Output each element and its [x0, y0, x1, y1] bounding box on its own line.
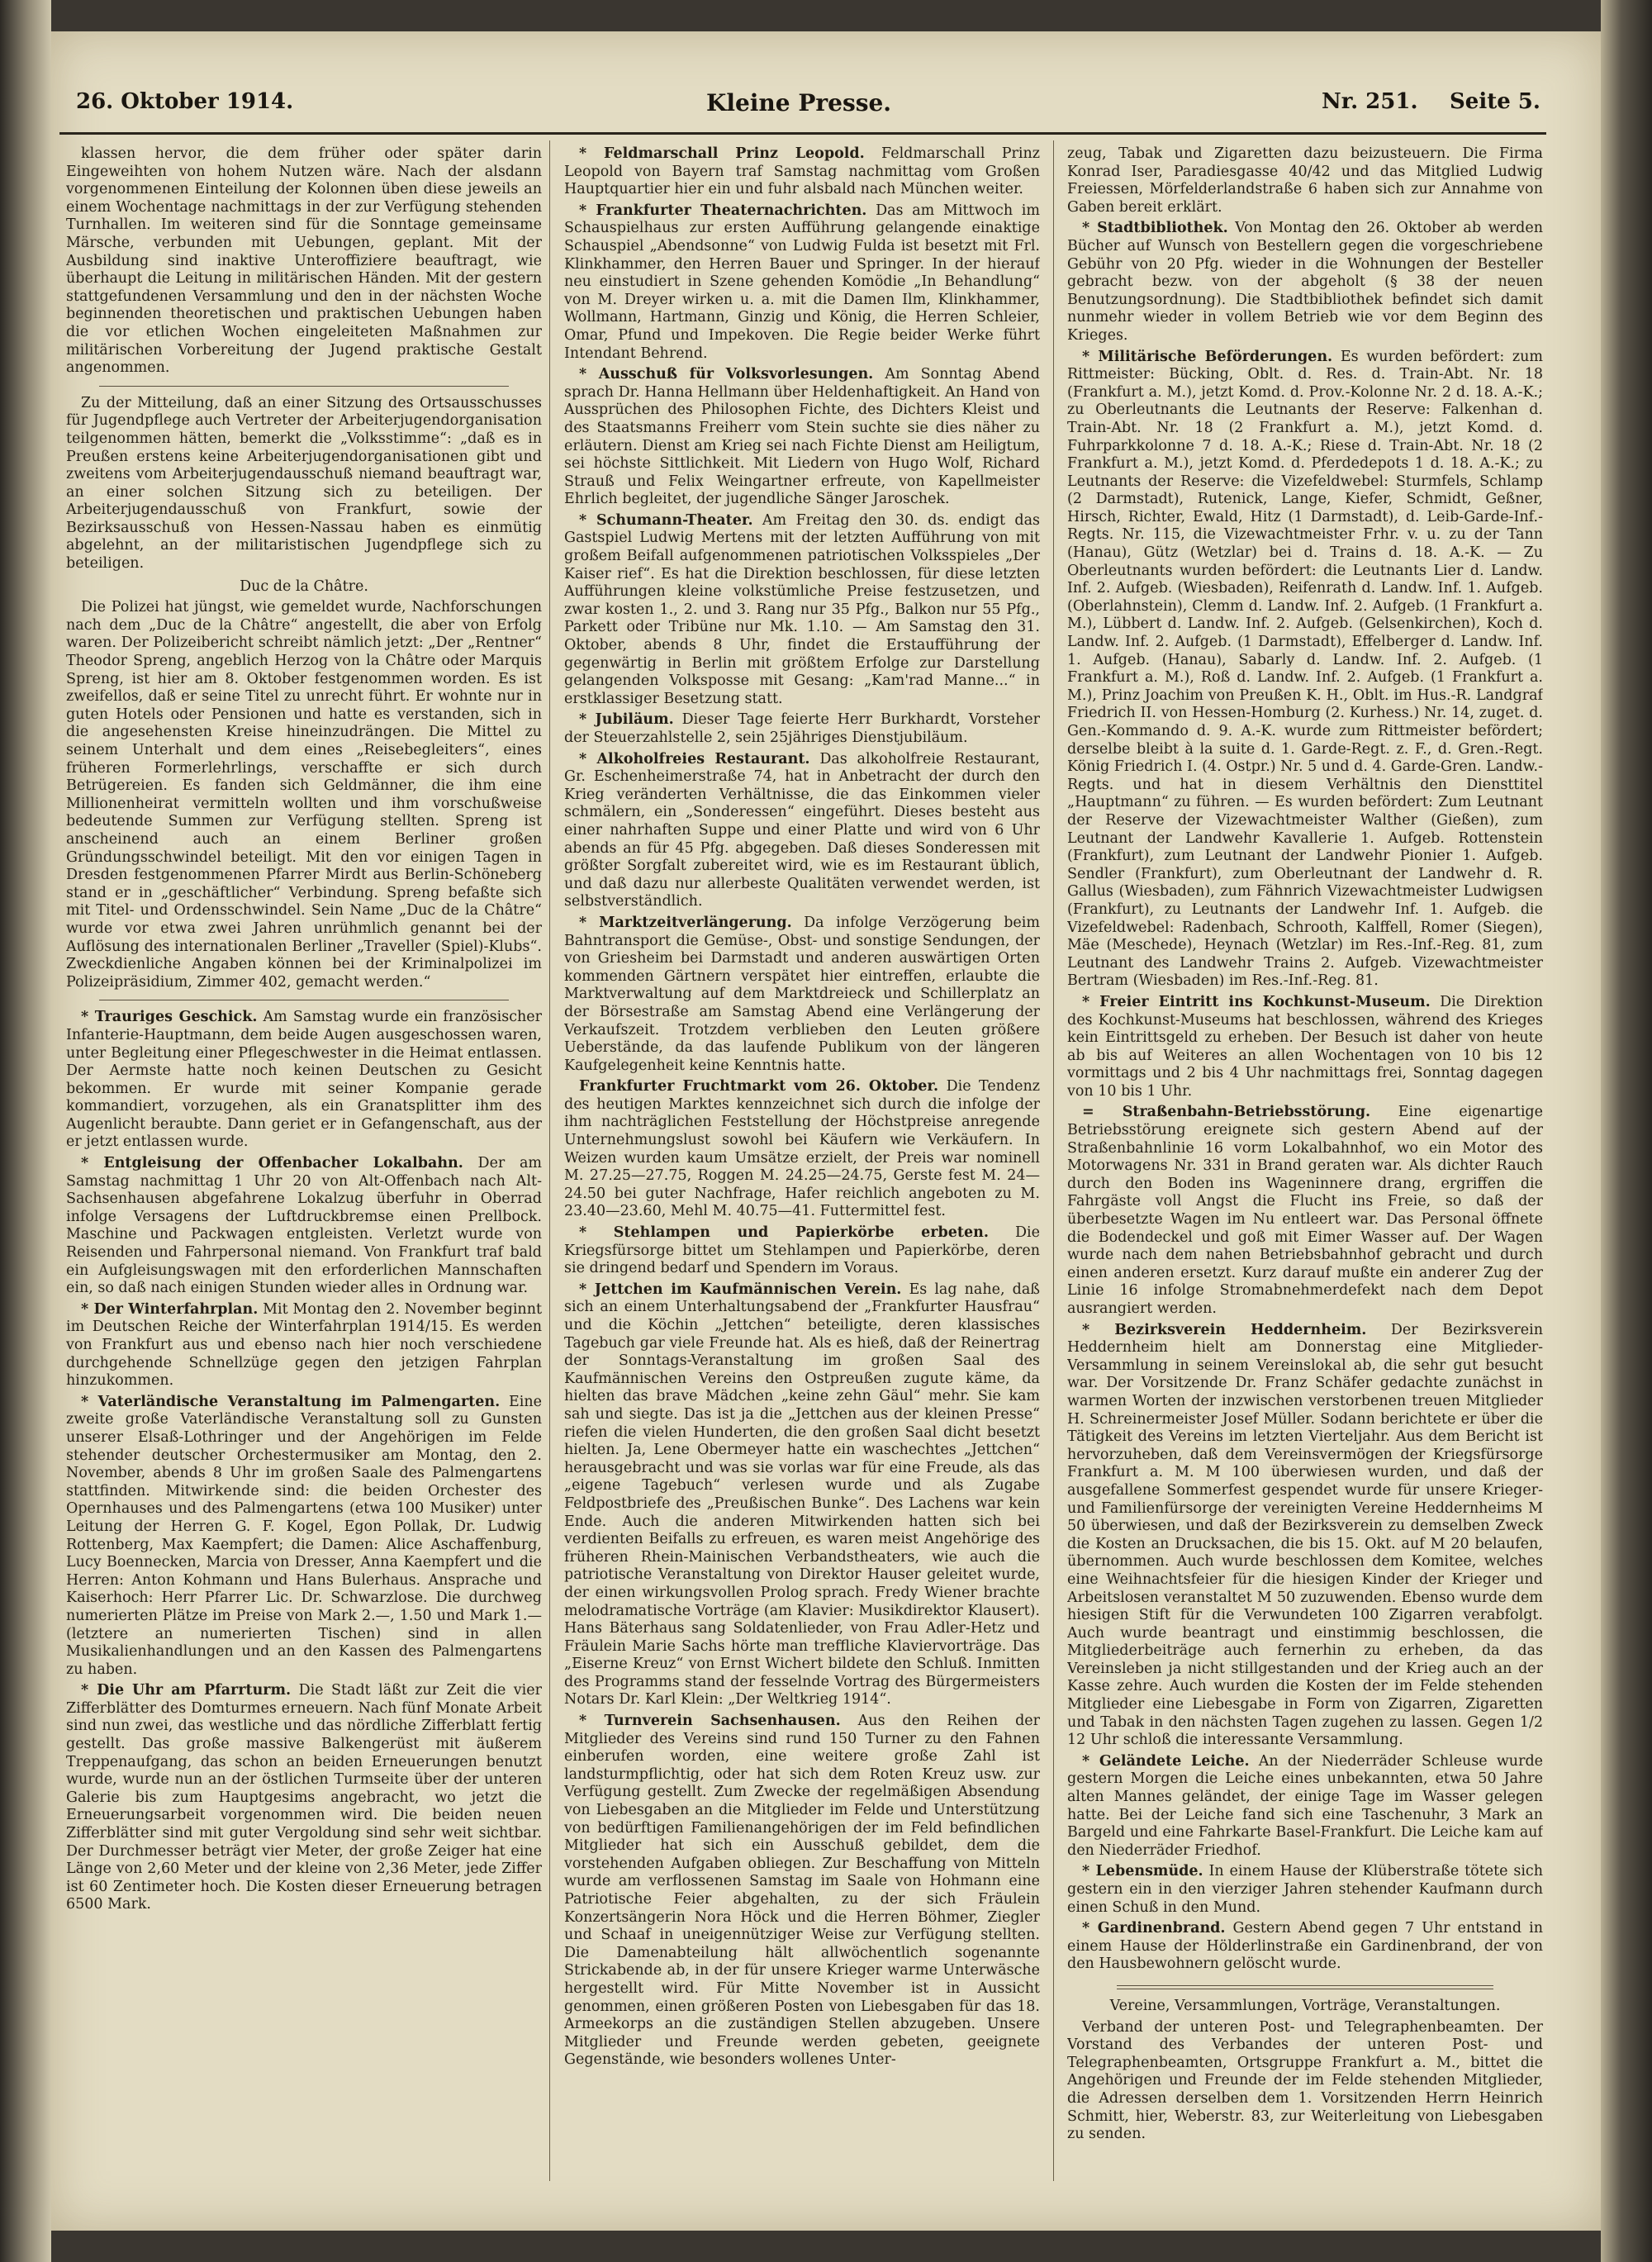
section-rule — [99, 386, 509, 387]
article-text: Am Sonntag Abend sprach Dr. Hanna Hellmann über Heldenhaftigkeit. An Hand von Aussprüchen des Philosophen Fichte, des Dichters Kleist und des Staatsmanns Freiherr vom Stein suchte sie dies näher zu erläutern. Dienst am Krieg sei nach Fichte Dienst am Heiligtum, sei höchste Sittlichkeit. Mit Liedern von Hugo Wolf, Richard Strauß und Felix Weingartner erfreute, von Kapellmeister Ehrlich begleitet, der jugendliche Sänger Jaroschek. — [564, 366, 1040, 508]
article-text: Gestern Abend gegen 7 Uhr entstand in einem Hause der Hölderlinstraße ein Gardinenbrand, der von den Hausbewohnern gelöscht wurde. — [1067, 1920, 1543, 1973]
article-headline: * Stehlampen und Papierkörbe erbeten. — [579, 1224, 989, 1242]
article-text: Zu der Mitteilung, daß an einer Sitzung des Ortsausschusses für Jugendpflege auch Vertreter der Arbeiterjugendorganisation teilgenommen hätten, bemerkt die „Volksstimme“: „daß es in Preußen erstens keine Arbeiterjugendorganisationen gibt und zweitens vom Arbeiterjugendausschuß niemand beauftragt war, an einer solchen Sitzung sich zu beteiligen. Der Arbeiterjugendausschuß von Frankfurt, sowie der Bezirksausschuß von Hessen-Nassau haben es einmütig abgelehnt, an der militaristischen Jugendpflege sich zu beteiligen. — [66, 394, 542, 573]
article-paragraph — [1067, 2019, 1543, 2144]
article-headline: * Stadtbibliothek. — [1082, 220, 1228, 237]
article-paragraph — [1067, 994, 1543, 1101]
column-divider — [549, 140, 550, 2181]
header-date: 26. Oktober 1914. — [76, 89, 294, 114]
article-paragraph — [564, 145, 1040, 199]
section-double-rule — [1117, 1985, 1493, 1989]
article-paragraph — [66, 1009, 542, 1152]
article-paragraph — [564, 1713, 1040, 2070]
article-text: Die Stadt läßt zur Zeit die vier Zifferblätter des Domturmes erneuern. Nach fünf Monate Arbeit sind nun zwei, das westliche und das nördliche Zifferblatt fertig gestellt. Das große massive Balkengerüst mit äußerem Treppenaufgang, das schon an beiden Erneuerungen benutzt wurde, wurde nun an der östlichen Turmseite über der unteren Galerie bis zum Hauptgesims angebracht, wo jetzt die Erneuerungsarbeit vorgenommen wird. Die beiden neuen Zifferblätter sind mit guter Vergoldung sind sehr weit sichtbar. Der Durchmesser beträgt vier Meter, der große Zeiger hat eine Länge von 2,60 Meter und der kleine von 2,36 Meter, jede Ziffer ist 60 Zentimeter hoch. Die Kosten dieser Erneuerung betragen 6500 Mark. — [66, 1682, 542, 1913]
header-page-number: Seite 5. — [1450, 89, 1540, 114]
article-text: Mit Montag den 2. November beginnt im Deutschen Reiche der Winterfahrplan 1914/15. Es werden von Frankfurt aus und ebenso nach hier noch verschiedene durchgehende Schnellzüge gegen den jetzigen Fahrplan hinzukommen. — [66, 1300, 542, 1390]
article-text: Der Bezirksverein Heddernheim hielt am Donnerstag eine Mitglieder-Versammlung in seinem Vereinslokal ab, die sehr gut besucht war. Der Vorsitzende Dr. Franz Schäfer gedachte zunächst in warmen Worten der inzwischen verstorbenen treuen Mitglieder H. Schreinermeister Josef Müller. Sodann berichtete er über die Tätigkeit des Vereins im letzten Vierteljahr. Aus dem Bericht ist hervorzuheben, daß dem Vereinsvermögen der Kriegsfürsorge Frankfurt a. M. M 100 überwiesen wurden, und daß der ausgefallene Sommerfest gespendet wurde für unsere Krieger- und Familienfürsorge der vereinigten Vereine Heddernheims M 50 überwiesen, und daß der Bezirksverein zu demselben Zweck die Kosten an Drucksachen, die bis 15. Okt. auf M 20 belaufen, übernommen. Auch wurde beschlossen dem Komitee, welches eine Weihnachtsfeier für die hiesigen Kinder der Krieger und Arbeitslosen veranstaltet M 50 zuzuwenden. Ebenso wurde dem hiesigen Stift für die Verwundeten 100 Zigarren verabfolgt. Auch wurde beantragt und einstimmig beschlossen, die Mitgliederbeiträge auch fernerhin zu erheben, da das Vereinsleben ja nicht stillgestanden und der Krieg auch an der Kasse zehre. Auch wurden die Kosten der im Felde stehenden Mitglieder eine Liebesgabe in Form von Zigarren, Zigaretten und Tabak in den nächsten Tagen zugehen zu lassen. Gegen 1/2 12 Uhr schloß die interessante Versammlung. — [1067, 1321, 1543, 1749]
article-text: Die Tendenz des heutigen Marktes kennzeichnet sich durch die infolge der ihm nachträglichen Feststellung der Höchstpreise anregende Unternehmungslust sowohl bei Käufern wie Verkäufern. In Weizen wurden kaum Umsätze erzielt, der Preis war nominell M. 27.25—27.75, Roggen M. 24.25—24.75, Gerste fest M. 24—24.50 bei guter Nachfrage, Hafer reichlich angeboten zu M. 23.40—23.60, Mehl M. 40.75—41. Futtermittel fest. — [564, 1078, 1040, 1220]
article-paragraph — [564, 202, 1040, 363]
article-paragraph — [66, 1394, 542, 1680]
article-text: Die Polizei hat jüngst, wie gemeldet wurde, Nachforschungen nach dem „Duc de la Châtre“ angestellt, die aber von Erfolg waren. Der Polizeibericht schreibt nämlich jetzt: „Der „Rentner“ Theodor Spreng, angeblich Herzog von la Châtre oder Marquis Spreng, ist hier am 8. Oktober festgenommen worden. Es ist zweifellos, daß er seine Titel zu unrecht führt. Er wohnte nur in guten Hotels oder Pensionen und hatte es verstanden, sich in die angesehensten Kreise hineinzudrängen. Die Mittel zu seinem Unterhalt und dem eines „Reisebegleiters“, eines früheren Formerlehrlings, verschaffte er sich durch Betrügereien. Es fanden sich Geldmänner, die ihm eine Millionenheirat vermitteln wollten und ihm vorschußweise bedeutende Summen zur Verfügung stellten. Spreng ist anscheinend auch an einem Berliner großen Gründungsschwindel beteiligt. Mit den vor einigen Tagen in Dresden festgenommenen Pfarrer Mirdt aus Berlin-Schöneberg stand er in „geschäftlicher“ Verbindung. Spreng befaßte sich mit Titel- und Ordensschwindel. Sein Name „Duc de la Châtre“ wurde vor etwa zwei Jahren unrühmlich genannt bei der Auflösung des internationalen Berliner „Traveller (Spiel)-Klubs“. Zweckdienliche Angaben können bei der Kriminalpolizei im Polizeipräsidium, Zimmer 402, gemacht werden.“ — [66, 599, 542, 991]
article-headline: * Geländete Leiche. — [1082, 1752, 1250, 1770]
column-2 — [564, 145, 1040, 2178]
column-1 — [66, 145, 542, 2178]
article-text: Das alkoholfreie Restaurant, Gr. Eschenheimerstraße 74, hat in Anbetracht der durch den Krieg veränderten Verhältnisse, die das Einkommen vieler schmälern, ein „Sonderessen“ eingeführt. Dieses besteht aus einer nahrhaften Suppe und einer Platte und wird von 6 Uhr abends an für 45 Pfg. abgegeben. Daß dieses Sonderessen mit größter Sorgfalt zubereitet wird, wie es im Restaurant üblich, und daß dazu nur allerbeste Qualitäten verwendet werden, ist selbstverständlich. — [564, 750, 1040, 910]
article-text: Eine zweite große Vaterländische Veranstaltung soll zu Gunsten unserer Elsaß-Lothringer und der Angehörigen im Felde stehender deutscher Orchestermusiker am Montag, den 2. November, abends 8 Uhr im großen Saale des Palmengartens stattfinden. Mitwirkende sind: die beiden Orchester des Opernhauses und des Palmengartens (etwa 100 Musiker) unter Leitung der Herren G. F. Kogel, Egon Pollak, Dr. Ludwig Rottenberg, Max Kaempfert; die Damen: Alice Aschaffenburg, Lucy Boennecken, Marcia von Dresser, Anna Kaempfert und die Herren: Anton Kohmann und Hans Bulerhaus. Ansprache und Kaiserhoch: Herr Pfarrer Lic. Dr. Schwarzlose. Die durchweg numerierten Plätze im Preise von Mark 2.—, 1.50 und Mark 1.— (letztere an numerierten Tischen) sind in allen Musikalienhandlungen und an den Kassen des Palmengartens zu haben. — [66, 1393, 542, 1678]
column-divider — [1053, 140, 1054, 2181]
article-headline: * Jettchen im Kaufmännischen Verein. — [579, 1281, 902, 1298]
article-paragraph — [66, 1682, 542, 1914]
article-text: In einem Hause der Klüberstraße tötete sich gestern ein in den vierziger Jahren stehender Kaufmann durch einen Schuß in den Mund. — [1067, 1863, 1543, 1916]
article-text: An der Niederräder Schleuse wurde gestern Morgen die Leiche eines unbekannten, etwa 50 Jahre alten Mannes geländet, der einige Tage im Wasser gelegen hatte. Bei der Leiche fand sich eine Taschenuhr, 3 Mark an Bargeld und eine Fahrkarte Basel-Frankfurt. Die Leiche kam auf den Niederräder Friedhof. — [1067, 1752, 1543, 1859]
article-headline: = Straßenbahn-Betriebsstörung. — [1082, 1104, 1371, 1121]
article-headline: * Vaterländische Veranstaltung im Palmengarten. — [81, 1393, 501, 1410]
article-text: Feldmarschall Prinz Leopold von Bayern traf Samstag nachmittag vom Großen Hauptquartier hier ein und fuhr alsbald nach München weiter. — [564, 145, 1040, 198]
article-text: Der am Samstag nachmittag 1 Uhr 20 von Alt-Offenbach nach Alt-Sachsenhausen abgefahrene Lokalzug überfuhr in Oberrad infolge Versagens der Luftdruckbremse einen Prellbock. Maschine und Packwagen entgleisten. Verletzt wurde von Reisenden und Fahrpersonal niemand. Von Frankfurt traf bald ein Aufgleisungswagen mit den erforderlichen Mannschaften ein, so daß nach einigen Stunden wieder alles in Ordnung war. — [66, 1155, 542, 1297]
article-text: Das am Mittwoch im Schauspielhaus zur ersten Aufführung gelangende einaktige Schauspiel „Abendsonne“ von Ludwig Fulda ist besetzt mit Frl. Klinkhammer, den Herren Bauer und Springer. In der hierauf neu einstudiert in Szene gehenden Komödie „In Behandlung“ von M. Dreyer wirken u. a. mit die Damen Ilm, Klinkhammer, Wollmann, Hartmann, Ginzig und König, die Herren Schleier, Omar, Pfund und Impekoven. Die Regie beider Werke führt Intendant Behrend. — [564, 202, 1040, 362]
article-paragraph — [564, 512, 1040, 709]
left-binding-edge — [0, 0, 51, 2262]
article-headline: * Militärische Beförderungen. — [1082, 348, 1333, 365]
header-issue: Nr. 251. — [1322, 89, 1418, 114]
article-paragraph — [1067, 1322, 1543, 1750]
column-3 — [1067, 145, 1543, 2178]
article-paragraph — [564, 751, 1040, 911]
article-paragraph — [66, 145, 542, 378]
article-paragraph — [564, 1078, 1040, 1221]
article-paragraph — [66, 395, 542, 573]
article-text: Die Kriegsfürsorge bittet um Stehlampen und Papierkörbe, deren sie dringend bedarf und Spendern im Voraus. — [564, 1224, 1040, 1277]
article-text: Die Direktion des Kochkunst-Museums hat beschlossen, während des Krieges kein Eintrittsgeld zu erheben. Der Besuch ist daher von heute ab bis auf Weiteres an allen Wochentagen von 10 bis 12 vormittags und 2 bis 4 Uhr nachmittags frei, Sonntag dagegen von 10 bis 1 Uhr. — [1067, 993, 1543, 1100]
header-rule — [59, 132, 1546, 135]
article-headline: * Alkoholfreies Restaurant. — [579, 750, 810, 767]
article-headline: * Ausschuß für Volksvorlesungen. — [579, 366, 874, 383]
article-text: Dieser Tage feierte Herr Burkhardt, Vorsteher der Steuerzahlstelle 2, sein 25jähriges Dienstjubiläum. — [564, 711, 1040, 746]
article-text: Aus den Reihen der Mitglieder des Vereins sind rund 150 Turner zu den Fahnen einberufen worden, eine weitere große Zahl ist landsturmpflichtig, oder hat sich dem Roten Kreuz usw. zur Verfügung gestellt. Zum Zwecke der regelmäßigen Absendung von Liebesgaben an die Mitglieder im Felde und Unterstützung von bedürftigen Familienangehörigen der im Feld befindlichen Mitglieder hat sich ein Ausschuß gebildet, dem die vorstehenden Aufgaben obliegen. Zur Beschaffung von Mitteln wurde am verflossenen Samstag im Saale von Hohmann eine Patriotische Feier abgehalten, zu der sich Fräulein Konzertsängerin Nora Höck und die Herren Böhmer, Ziegler und Schaaf in uneigennütziger Weise zur Verfügung stellten. Die Damenabteilung hält allwöchentlich sogenannte Strickabende ab, in der für unsere Krieger warme Unterwäsche hergestellt wird. Für Mitte November ist in Aussicht genommen, einen größeren Posten von Liebesgaben für das 18. Armeekorps an die zuständigen Stellen abzugeben. Unsere Mitglieder und Freunde werden gebeten, geeignete Gegenstände, wie besonders wollenes Unter- — [564, 1713, 1040, 2069]
article-text: Es lag nahe, daß sich an einem Unterhaltungsabend der „Frankfurter Hausfrau“ und die Köchin „Jettchen“ beteiligte, deren klassisches Tagebuch gar viele Freunde hat. Als es hieß, daß der Reinertrag der Sonntags-Veranstaltung im großen Saal des Kaufmännischen Vereins den Ostpreußen zugute käme, da hielten das brave Mädchen „keine zehn Gäul“ mehr. Sie kam sah und siegte. Das ist ja die „Jettchen aus der kleinen Presse“ riefen die vielen Hunderten, die den großen Saal dicht besetzt hielten. Ja, Lene Obermeyer hatte ein waschechtes „Jettchen“ herausgebracht und was sie vorlas war für eine Freude, als das „eigene Tagebuch“ verlesen wurde und als Zugabe Feldpostbriefe des „Preußischen Bunke“. Des Lachens war kein Ende. Auch die anderen Mitwirkenden hatten sich bei verdienten Beifalls zu erfreuen, es waren meist Angehörige des früheren Rhein-Mainischen Verbandstheaters, wie auch die patriotische Veranstaltung von Direktor Hauser geleitet wurde, der einen wirkungsvollen Prolog sprach. Fredy Wiener brachte melodramatische Vorträge (am Klavier: Musikdirektor Klausert). Hans Bäterhaus sang Soldatenlieder, von Frau Adler-Hetz und Fräulein Marie Sachs hörte man treffliche Klaviervorträge. Das „Eiserne Kreuz“ von Ernst Wichert bildete den Schluß. Inmitten des Programms stand der fesselnde Vortrag des Bürgermeisters Notars Dr. Karl Klein: „Der Weltkrieg 1914“. — [564, 1281, 1040, 1708]
article-paragraph — [1067, 220, 1543, 345]
article-text: Von Montag den 26. Oktober ab werden Bücher auf Wunsch von Bestellern gegen die vorgeschriebene Gebühr von 20 Pfg. wieder in die Wohnungen der Besteller gebracht bezw. von der abgeholt (§ 38 der neuen Benutzungsordnung). Die Stadtbibliothek befindet sich damit nunmehr wieder in vollem Betrieb wie vor dem Beginn des Krieges. — [1067, 220, 1543, 344]
article-text: Am Samstag wurde ein französischer Infanterie-Hauptmann, dem beide Augen ausgeschossen waren, unter Begleitung einer Pflegeschwester in die Heimat entlassen. Der Aermste hatte noch keinen Deutschen zu Gesicht bekommen. Er wurde mit seiner Kompanie gerade kommandiert, vorzugehen, als ein Granatsplitter ihm des Augenlicht beraubte. Dann geriet er in Gefangenschaft, aus der er jetzt entlassen wurde. — [66, 1009, 542, 1151]
header-title: Kleine Presse. — [706, 89, 892, 116]
article-paragraph — [564, 1281, 1040, 1709]
article-headline: * Entgleisung der Offenbacher Lokalbahn. — [81, 1155, 463, 1172]
article-headline: * Gardinenbrand. — [1082, 1920, 1226, 1937]
article-headline: * Schumann-Theater. — [579, 511, 753, 529]
right-page-edge — [1601, 0, 1652, 2262]
article-paragraph — [1067, 145, 1543, 216]
article-paragraph — [564, 366, 1040, 509]
article-text: Es wurden befördert: zum Rittmeister: Bücking, Oblt. d. Res. d. Train-Abt. Nr. 18 (Frankfurt a. M.), jetzt Komd. d. Prov.-Kolonne Nr. 2 d. 18. A.-K.; zu Oberleutnants die Leutnants der Reserve: Falkenhan d. Train-Abt. Nr. 18 (2 Frankfurt a. M.), jetzt Komd. d. Fuhrparkkolonne 7 d. 18. A.-K.; Riese d. Train-Abt. Nr. 18 (2 Frankfurt a. M.), jetzt Komd. d. Pferdedepots 1 d. 18. A.-K.; zu Leutnants der Reserve: die Vizefeldwebel: Sturmfels, Schlamp (2 Darmstadt), Rutenick, Lange, Kiefer, Schmidt, Geßner, Hirsch, Richter, Ewald, Hitz (1 Darmstadt), d. Leib-Garde-Inf.-Regts. Nr. 115, die Vizewachtmeister Frhr. v. u. zu der Tann (Hanau), Gütz (Wetzlar) bei d. Trains d. 18. A.-K. — Zu Oberleutnants wurden befördert: die Leutnants Lier d. Landw. Inf. 2. Aufgeb. (Wiesbaden), Reifenrath d. Landw. Inf. 1. Aufgeb. (Oberlahnstein), Clemm d. Landw. Inf. 2. Aufgeb. (1 Frankfurt a. M.), Lübbert d. Landw. Inf. 2. Aufgeb. (Gelsenkirchen), Koch d. Landw. Inf. 2. Aufgeb. (1 Darmstadt), Effelberger d. Landw. Inf. 1. Aufgeb. (Hanau), Sabarly d. Landw. Inf. 2. Aufgeb. (1 Frankfurt a. M.), Roß d. Landw. Inf. 2. Aufgeb. (1 Frankfurt a. M.), Prinz Joachim von Preußen K. H., Oblt. im Hus.-R. Landgraf Friedrich II. von Hessen-Homburg (2. Kurhess.) Nr. 14, zuget. d. Gen.-Kommando d. 9. A.-K. wurde zum Rittmeister befördert; derselbe bleibt à la suite d. 1. Garde-Regt. z. F., d. Gren.-Regt. König Friedrich I. (4. Ostpr.) Nr. 5 und d. 4. Garde-Gren. Landw.-Regts. und hat in diesem Verhältnis den Diensttitel „Hauptmann“ zu führen. — Es wurden befördert: Zum Leutnant der Reserve der Vizewachtmeister Walther (Gießen), zum Leutnant der Landwehr Kavallerie 1. Aufgeb. Rottenstein (Frankfurt), zum Leutnant der Landwehr Pionier 1. Aufgeb. Sendler (Frankfurt), zum Oberleutnant der Landwehr d. R. Gallus (Wiesbaden), zum Fähnrich Vizewachtmeister Ludwigsen (Frankfurt), zu Leutnants der Landwehr Inf. 1. Aufgeb. die Vizefeldwebel: Radenbach, Schrooth, Kalffell, Romer (Siegen), Mäe (Meschede), Heynach (Wetzlar) im Res.-Inf.-Reg. 81, zum Leutnant des Landwehr Trains 2. Aufgeb. Vizewachtmeister Bertram (Wiesbaden) im Res.-Inf.-Reg. 81. — [1067, 348, 1543, 990]
article-headline: Frankfurter Fruchtmarkt vom 26. Oktober. — [579, 1078, 939, 1095]
article-headline: * Lebensmüde. — [1082, 1863, 1203, 1880]
article-paragraph — [66, 1155, 542, 1298]
article-text: Verband der unteren Post- und Telegraphenbeamten. Der Vorstand des Verbandes der unteren Post- und Telegraphenbeamten, Ortsgruppe Frankfurt a. M., bittet die Angehörigen und Freunde der im Felde stehenden Mitglieder, die Adressen derselben dem 1. Vorsitzenden Herrn Heinrich Schmitt, hier, Weberstr. 83, zur Weiterleitung von Liebesgaben zu senden. — [1067, 2018, 1543, 2143]
article-paragraph — [564, 1224, 1040, 1278]
article-headline: * Frankfurter Theaternachrichten. — [579, 202, 867, 219]
section-title: Vereine, Versammlungen, Vorträge, Veranstaltungen. — [1109, 1997, 1501, 2014]
article-headline: * Der Winterfahrplan. — [81, 1300, 259, 1318]
article-text: Da infolge Verzögerung beim Bahntransport die Gemüse-, Obst- und sonstige Sendungen, der von Griesheim bei Darmstadt und anderen auswärtigen Orten kommenden Gärtnern verspätet hier eintreffen, erlaubte die Marktverwaltung auf dem Marktdreieck und Schillerplatz an der Börsestraße am Samstag Abend eine Verlängerung der Verkaufszeit. Trotzdem verblieben den Leuten größere Ueberstände, da das laufende Publikum von der längeren Kaufgelegenheit keine Kenntnis hatte. — [564, 914, 1040, 1074]
article-paragraph — [66, 1301, 542, 1390]
article-paragraph — [1067, 349, 1543, 991]
article-paragraph — [564, 711, 1040, 747]
article-headline: * Bezirksverein Heddernheim. — [1082, 1321, 1367, 1338]
article-text: Am Freitag den 30. ds. endigt das Gastspiel Ludwig Mertens mit der letzten Aufführung von mit großem Beifall aufgenommenen patriotischen Volksspieles „Der Kaiser rief“. Es hat die Direktion beschlossen, für diese letzten Aufführungen kleine volkstümliche Preise festzusetzen, und zwar kosten 1., 2. und 3. Rang nur 35 Pfg., Balkon nur 55 Pfg., Parkett oder Tribüne nur Mk. 1.10. — Am Samstag den 31. Oktober, abends 8 Uhr, findet die Erstaufführung der gegenwärtig in Berlin mit größtem Erfolge zur Darstellung gelangenden Volksposse mit Gesang: „Kam'rad Manne...“ in erstklassiger Besetzung statt. — [564, 511, 1040, 707]
article-paragraph — [564, 915, 1040, 1075]
article-headline: * Turnverein Sachsenhausen. — [579, 1713, 841, 1730]
article-text: zeug, Tabak und Zigaretten dazu beizusteuern. Die Firma Konrad Iser, Paradiesgasse 40/42 und das Mitglied Ludwig Freiessen, Mörfelderlandstraße 6 haben sich zur Annahme von Gaben bereit erklärt. — [1067, 145, 1543, 216]
article-headline: * Freier Eintritt ins Kochkunst-Museum. — [1082, 993, 1431, 1010]
article-paragraph — [1067, 1920, 1543, 1974]
article-text: klassen hervor, die dem früher oder später darin Eingeweihten von hohem Nutzen wäre. Nach der alsdann vorgenommenen Einteilung der Kolonnen üben diese jeweils an einem Wochentage nachmittags in der zur Verfügung stehenden Turnhallen. Im weiteren sind für die Sonntage gemeinsame Märsche, verbunden mit Uebungen, geplant. Mit der Ausbildung sind inaktive Unteroffiziere beauftragt, wie überhaupt die Leitung in militärischen Händen. Mit der gestern stattgefundenen Versammlung und den in der nächsten Woche beginnenden theoretischen und praktischen Uebungen haben die vor etlichen Wochen eingeleiteten Maßnahmen zur militärischen Vorbereitung der Jugend praktische Gestalt angenommen. — [66, 145, 542, 377]
article-headline: * Feldmarschall Prinz Leopold. — [579, 145, 865, 162]
article-headline: * Marktzeitverlängerung. — [579, 914, 792, 931]
article-headline: * Jubiläum. — [579, 711, 674, 729]
article-paragraph — [1067, 1753, 1543, 1860]
article-text: Eine eigenartige Betriebsstörung ereignete sich gestern Abend auf der Straßenbahnlinie 16 vorm Lokalbahnhof, wo ein Motor des Motorwagens Nr. 331 in Brand geraten war. Als dichter Rauch durch den Boden ins Wageninnere drang, ergriffen die Fahrgäste voll Angst die Flucht ins Freie, so daß der überbesetzte Wagen im Nu entleert war. Das Personal öffnete die Bodendeckel und goß mit Eimer Wasser auf. Der Wagen wurde nach dem nahen Betriebsbahnhof gebracht und durch einen anderen ersetzt. Kurz darauf mußte ein anderer Zug der Linie 16 infolge Stromabnehmerdefekt nach dem Depot ausrangiert werden. — [1067, 1104, 1543, 1317]
article-headline: * Trauriges Geschick. — [81, 1009, 258, 1026]
article-headline: * Die Uhr am Pfarrturm. — [81, 1682, 292, 1699]
article-paragraph — [1067, 1863, 1543, 1917]
section-title: Duc de la Châtre. — [240, 577, 368, 595]
article-paragraph — [1067, 1104, 1543, 1318]
article-paragraph — [66, 599, 542, 991]
